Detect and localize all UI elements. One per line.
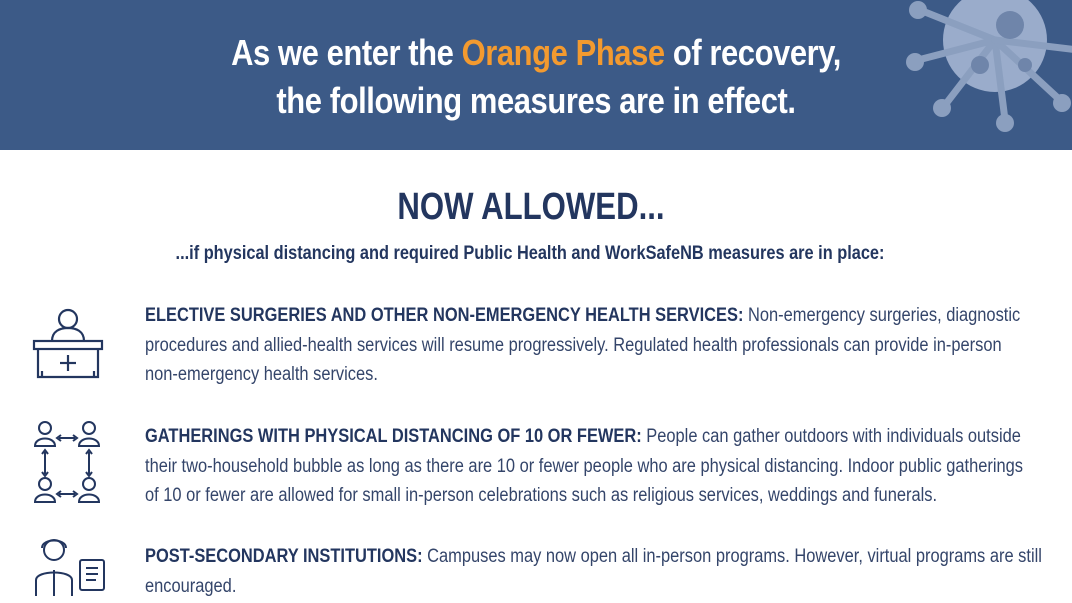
page-title: NOW ALLOWED... [397, 186, 665, 228]
orange-phase-highlight: Orange Phase [461, 32, 665, 73]
item-label: ELECTIVE SURGERIES AND OTHER NON-EMERGENCY HEALTH SERVICES: [145, 305, 744, 326]
subtitle: ...if physical distancing and required Public Health and WorkSafeNB measures are in place: [175, 243, 885, 264]
health-desk-icon [30, 305, 106, 381]
banner-title-line-1: As we enter the Orange Phase of recovery, [231, 32, 841, 73]
list-item: GATHERINGS WITH PHYSICAL DISTANCING OF 10 OR FEWER: People can gather outdoors with individuals outside their two-household bubble as long as there are 10 or fewer people who are physical distancing. Indoor public gatherings of 10 or fewer are allowed for small in-person celebrations such as religious services, weddings and funerals. [145, 426, 1024, 506]
item-label: GATHERINGS WITH PHYSICAL DISTANCING OF 10 OR FEWER: [145, 426, 642, 447]
list-item: ELECTIVE SURGERIES AND OTHER NON-EMERGENCY HEALTH SERVICES: Non-emergency surgeries, diagnostic procedures and allied-health services will resume progressively. Regulated health professionals can provide in-person non-emergency health services. [145, 305, 1021, 385]
people-distancing-icon [33, 418, 103, 513]
banner-title-line-2: the following measures are in effect. [276, 80, 796, 121]
header-banner [0, 0, 1072, 150]
list-item: POST-SECONDARY INSTITUTIONS: Campuses may now open all in-person programs. However, virtual programs are still encouraged. [145, 546, 1042, 597]
student-book-icon [34, 534, 108, 600]
item-label: POST-SECONDARY INSTITUTIONS: [145, 546, 423, 567]
